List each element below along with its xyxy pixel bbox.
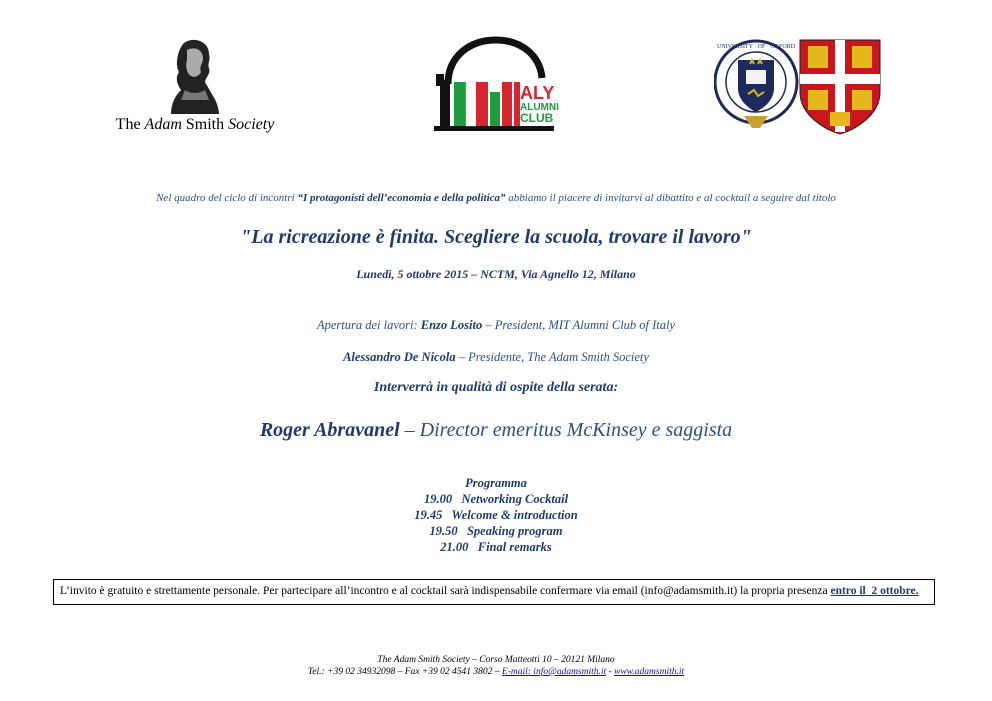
footer-email-link[interactable]: E-mail: info@adamsmith.it (501, 667, 607, 677)
invitation-intro (0, 192, 992, 204)
mit-alumni-club-italy-logo (430, 36, 560, 141)
co-speaker (0, 350, 992, 365)
mit-logo-club-text: CLUB (520, 111, 554, 125)
guest-intro: Interverrà in qualità di ospite della serata: (373, 380, 619, 395)
footer (0, 654, 992, 678)
logo-bar (0, 0, 992, 150)
opening-label: Apertura dei lavori: (316, 318, 421, 332)
program-item: 21.00 Final remarks (440, 540, 552, 554)
footer-phone-fax: Tel.: +39 02 34932098 – Fax +39 02 4541 3802 – (307, 667, 502, 677)
oxford-cambridge-crests-logo (714, 36, 884, 141)
intro-series-name: “I protagonisti dell’economia e della politica” (297, 192, 506, 204)
guest-speaker-role: – Director emeritus McKinsey e saggista (399, 419, 733, 441)
event-title: "La ricreazione è finita. Scegliere la scuola, trovare il lavoro" (240, 226, 752, 248)
opening-speaker-role: – President, MIT Alumni Club of Italy (482, 318, 676, 332)
program-item: 19.50 Speaking program (429, 524, 563, 538)
co-speaker-name: Alessandro De Nicola (343, 350, 456, 364)
event-date-location: Lunedì, 5 ottobre 2015 – NCTM, Via Agnello 12, Milano (356, 267, 636, 281)
footer-contacts (0, 666, 992, 678)
footer-address: The Adam Smith Society – Corso Matteotti 10 – 20121 Milano (377, 655, 615, 665)
rsvp-notice-text: L’invito è gratuito e strettamente personale. Per partecipare all’incontro e al cocktail sarà indispensabile confermare via email (info@adamsmith.it) la propria presenza (60, 585, 831, 597)
program-heading: Programma (465, 476, 527, 490)
mit-logo-aly-text: ALY (520, 83, 555, 103)
footer-separator: - (606, 667, 615, 677)
program-item: 19.45 Welcome & introduction (414, 508, 578, 522)
guest-speaker (0, 419, 992, 442)
adam-smith-society-wordmark: The Adam Smith Society (115, 116, 275, 133)
guest-speaker-name: Roger Abravanel (259, 419, 400, 441)
rsvp-notice-box (53, 579, 935, 605)
intro-after: abbiamo il piacere di invitarvi al dibattito e al cocktail a seguire dal titolo (505, 192, 836, 204)
program-item: 19.00 Networking Cocktail (423, 492, 569, 506)
mit-logo-alumni-text: ALUMNI (520, 102, 559, 113)
co-speaker-role: – Presidente, The Adam Smith Society (455, 350, 649, 364)
intro-before: Nel quadro del ciclo di incontri (156, 192, 298, 204)
oxford-seal-icon (715, 41, 797, 128)
rsvp-deadline: entro il 2 ottobre. (830, 585, 919, 597)
oxford-seal-text: UNIVERSITY · OF · OXFORD (716, 44, 796, 50)
adam-smith-society-logo (100, 38, 290, 138)
adam-smith-portrait-icon (165, 38, 225, 114)
program-schedule (0, 475, 992, 555)
opening-speaker-name: Enzo Losito (420, 318, 483, 332)
footer-website-link[interactable]: www.adamsmith.it (614, 667, 685, 677)
cambridge-crest-icon (800, 40, 880, 134)
opening-speaker (0, 318, 992, 333)
